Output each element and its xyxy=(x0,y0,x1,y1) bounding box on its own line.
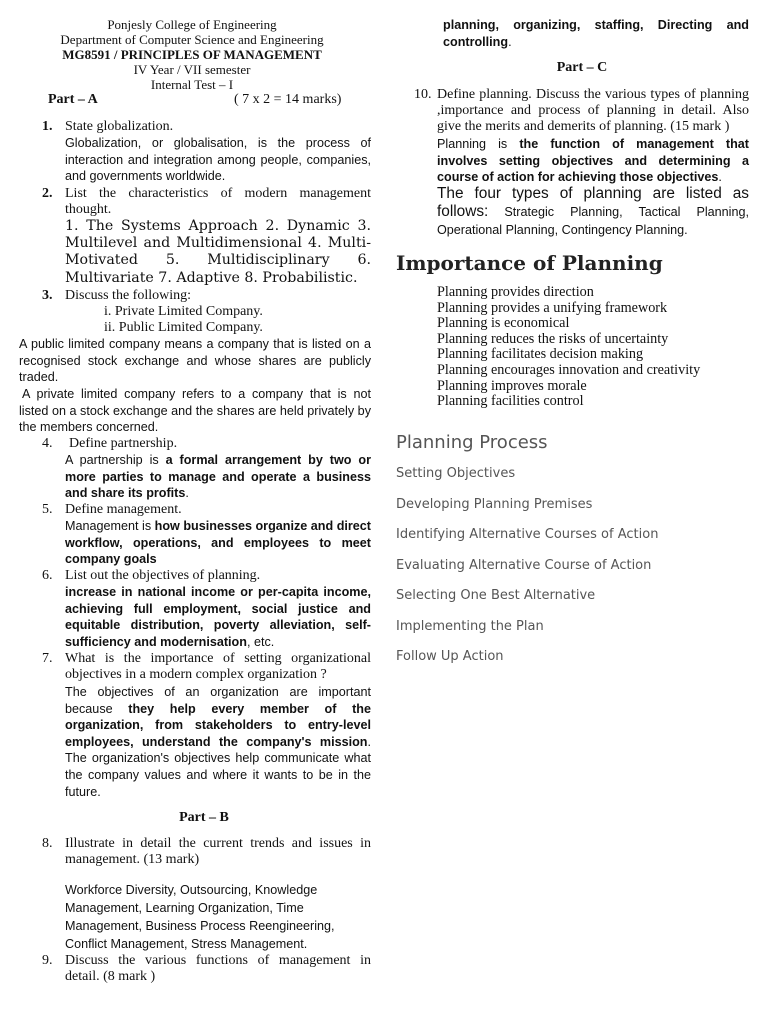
process-step: Evaluating Alternative Course of Action xyxy=(396,558,652,573)
part-c-title: Part – C xyxy=(556,60,608,75)
list-item: Planning facilities control xyxy=(437,393,584,410)
list-item: Planning reduces the risks of uncertainty xyxy=(437,330,669,347)
q3-number: 3. xyxy=(42,288,53,303)
importance-heading: Importance of Planning xyxy=(396,251,663,275)
q7-text: What is the importance of setting organizational objectives in a modern complex organization ? xyxy=(65,651,371,682)
department-name: Department of Computer Science and Engineering xyxy=(60,32,324,47)
q6-answer-end: , etc. xyxy=(246,634,275,649)
q4-number: 4. xyxy=(42,436,53,451)
planning-types-list: Strategic Planning, Tactical Planning, Operational Planning, Contingency Planning. xyxy=(437,205,749,237)
process-step: Identifying Alternative Courses of Action xyxy=(396,527,659,542)
q9-answer-bold: planning, organizing, staffing, Directing and controlling xyxy=(443,18,749,49)
process-step: Implementing the Plan xyxy=(396,619,544,634)
college-name: Ponjesly College of Engineering xyxy=(107,17,277,32)
q2-answer: 1. The Systems Approach 2. Dynamic 3. Multilevel and Multidimensional 4. Multi-Motivated 5. Multidisciplinary 6. Multivariate 7. Adaptive 8. Probabilistic. xyxy=(65,218,371,286)
q8-number: 8. xyxy=(42,836,53,851)
q9-answer xyxy=(443,17,749,50)
q4-text: Define partnership. xyxy=(69,436,178,451)
q2-text: List the characteristics of modern management thought. xyxy=(65,186,371,217)
list-item: Planning is economical xyxy=(437,315,570,332)
q9-text: Discuss the various functions of management in detail. (8 mark ) xyxy=(65,953,371,984)
q8-answer: Workforce Diversity, Outsourcing, Knowledge Management, Learning Organization, Time Management, Business Process Reengineering, Conflict Management, Stress Management. xyxy=(65,883,335,951)
q3-text: Discuss the following: xyxy=(65,288,191,303)
process-step: Selecting One Best Alternative xyxy=(396,588,596,603)
q3-item-public: ii. Public Limited Company. xyxy=(104,320,263,335)
q6-text: List out the objectives of planning. xyxy=(65,568,261,583)
process-step: Follow Up Action xyxy=(396,649,504,664)
q6-number: 6. xyxy=(42,568,53,583)
q7-answer xyxy=(65,684,371,800)
q8-text: Illustrate in detail the current trends and issues in management. (13 mark) xyxy=(65,836,371,867)
q1-text: State globalization. xyxy=(65,119,174,134)
q5-answer-lead: Management is xyxy=(65,519,155,533)
q4-answer-lead: A partnership is xyxy=(65,453,166,467)
part-a-title: Part – A xyxy=(48,92,98,107)
q7-answer-lead: The objectives of an organization are important because xyxy=(65,685,371,716)
q6-answer xyxy=(65,584,371,650)
q1-number: 1. xyxy=(42,119,53,134)
test-name: Internal Test – I xyxy=(150,77,234,92)
list-item: Planning improves morale xyxy=(437,377,587,394)
q5-number: 5. xyxy=(42,502,53,517)
q9-number: 9. xyxy=(42,953,53,968)
course-title: MG8591 / PRINCIPLES OF MANAGEMENT xyxy=(62,47,322,62)
q5-text: Define management. xyxy=(65,502,182,517)
q10-number: 10. xyxy=(414,87,432,102)
process-step: Setting Objectives xyxy=(396,466,516,481)
process-heading: Planning Process xyxy=(396,432,548,453)
q10-answer-end: . xyxy=(718,170,722,185)
q7-answer-bold: they help every member of the organization, from stakeholders to entry-level employees, understand the company's mission xyxy=(65,701,371,749)
q7-number: 7. xyxy=(42,651,53,666)
q3-answer-private: A private limited company refers to a company that is not listed on a stock exchange and the shares are held privately by the members concerned. xyxy=(19,387,371,435)
q10-answer xyxy=(437,136,749,186)
q4-answer-bold: a formal arrangement by two or more parties to manage and operate a business and share its profits xyxy=(65,453,371,501)
list-item: Planning provides direction xyxy=(437,284,594,300)
list-item: Planning provides a unifying framework xyxy=(437,299,668,316)
q5-answer-bold: how businesses organize and direct workflow, operations, and employees to meet company goals xyxy=(65,519,371,567)
q2-number: 2. xyxy=(42,186,53,201)
part-b-title: Part – B xyxy=(179,810,229,825)
q1-answer: Globalization, or globalisation, is the process of interaction and integration among people, companies, and governments worldwide. xyxy=(65,136,371,184)
q5-answer xyxy=(65,518,371,568)
q3-item-private: i. Private Limited Company. xyxy=(104,304,263,319)
importance-list xyxy=(437,285,700,410)
part-a-marks: ( 7 x 2 = 14 marks) xyxy=(234,92,342,107)
q10-text: Define planning. Discuss the various types of planning ,importance and process of planning in detail. Also give the merits and demerits of planning. (15 mark ) xyxy=(437,87,749,134)
q10-answer-bold: the function of management that involves setting objectives and determining a course of action for achieving those objectives xyxy=(437,137,750,185)
q9-answer-end: . xyxy=(508,34,512,49)
year-semester: IV Year / VII semester xyxy=(133,62,251,77)
q7-answer-end: . The organization's objectives help communicate what the company values and where it wants to be in the future. xyxy=(65,734,371,799)
q6-answer-bold: increase in national income or per-capita income, achieving full employment, social justice and equitable distribution, poverty alleviation, self-sufficiency and modernisation xyxy=(65,585,371,649)
list-item: Planning facilitates decision making xyxy=(437,346,644,363)
planning-types xyxy=(437,185,749,239)
planning-types-lead: The four types of planning are listed as follows: xyxy=(437,185,749,220)
q3-answer-public: A public limited company means a company that is listed on a recognised stock exchange and whose shares are publicly traded. xyxy=(19,337,371,385)
q10-answer-lead: Planning is xyxy=(437,137,520,151)
list-item: Planning encourages innovation and creativity xyxy=(437,361,701,378)
q4-answer xyxy=(65,452,371,502)
q4-answer-end: . xyxy=(185,486,189,501)
process-step: Developing Planning Premises xyxy=(396,497,593,512)
